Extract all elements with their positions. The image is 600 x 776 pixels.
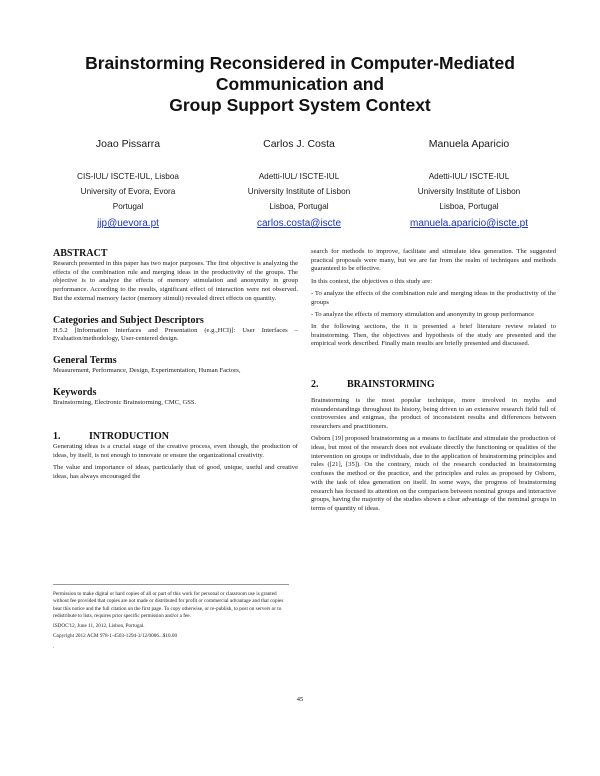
conference-info: ISDOC'12, June 11, 2012, Lisbon, Portugal.	[53, 623, 145, 630]
body-paragraph: In this context, the objectives o this study are:	[311, 277, 433, 285]
section-title: INTRODUCTION	[89, 431, 170, 443]
page-number: 45	[296, 696, 304, 703]
author-affiliation: Adetti-IUL/ ISCTE-IUL	[258, 172, 340, 181]
author-name: Manuela Aparicio	[428, 138, 510, 150]
introduction-paragraph: Generating ideas is a crucial stage of the creative process, even though, the production of ideas, by itself, is not enough to innovate or ensure the organizational creativity.	[53, 443, 298, 460]
section-number: 2.	[311, 379, 319, 391]
permission-notice	[53, 584, 289, 651]
title-line-3: Group Support System Context	[169, 95, 431, 115]
author-block-2	[214, 137, 384, 231]
introduction-heading	[53, 431, 298, 443]
objective-item: - To analyze the effects of memory stimulation and anonymity in group performance	[311, 310, 535, 318]
abstract-text: Research presented in this paper has two major purposes. The first objective is analyzing the effects of the combination rule and merging ideas in the productivity of the groups. The objective is to analyze the effects of memory stimulation and anonymity in group performance. According to the results, significant effect of interaction were not observed. But the external memory factor (memory stimuli) revealed direct effects on quantity.	[53, 260, 298, 302]
title-line-1: Brainstorming Reconsidered in Computer-Mediated	[85, 53, 515, 73]
author-affiliation: Portugal	[112, 202, 144, 211]
paper-title	[40, 53, 560, 116]
brainstorming-heading	[311, 379, 556, 391]
categories-text: H.5.2 [Information Interfaces and Presentation (e.g.,HCI)]: User Interfaces – Evaluation/methodology, User-centered design.	[53, 326, 298, 343]
general-terms-heading: General Terms	[53, 354, 117, 366]
introduction-paragraph: The value and importance of ideas, particularly that of good, unique, useful and creative ideas, has always encouraged the	[53, 464, 298, 480]
permission-text: Permission to make digital or hard copies of all or part of this work for personal or classroom use is granted without fee provided that copies are not made or distributed for profit or commercial advantage and that copies bear this notice and the full citation on the first page. To copy otherwise, or re-publish, to post on servers or to redistribute to lists, requires prior specific permission and/or a fee.	[53, 591, 284, 619]
title-line-2: Communication and	[215, 74, 385, 94]
author-email-link[interactable]: manuela.aparicio@iscte.pt	[410, 218, 528, 229]
author-affiliation: University Institute of Lisbon	[247, 187, 351, 196]
author-affiliation: CIS-IUL/ ISCTE-IUL, Lisboa	[77, 172, 179, 181]
abstract-heading: ABSTRACT	[53, 248, 108, 259]
keywords-heading: Keywords	[53, 386, 97, 398]
author-affiliation: Lisboa, Portugal	[439, 202, 499, 211]
general-terms-text: Measurement, Performance, Design, Experimentation, Human Factors,	[53, 366, 241, 374]
body-paragraph: search for methods to improve, facilitate and stimulate idea generation. The suggested practical proposals were many, but we are far from the realm of techniques and methods guaranteed to be effective.	[311, 248, 556, 273]
author-affiliation: Lisboa, Portugal	[269, 202, 329, 211]
body-paragraph: In the following sections, the it is presented a brief literature review related to brainstorming. Then, the objectives and hypothesis of the study are presented and the empirical work described. Finally main results are briefly presented and discussed.	[311, 322, 556, 348]
objective-item: - To analyze the effects of the combination rule and merging ideas in the productivity of the groups	[311, 289, 556, 306]
trailing-dot: .	[53, 643, 55, 650]
author-name: Joao Pissarra	[95, 138, 161, 150]
keywords-text: Brainstorming, Electronic Brainstorming, CMC, GSS.	[53, 398, 197, 406]
author-affiliation: University Institute of Lisbon	[417, 187, 521, 196]
author-email-link[interactable]: jjp@uevora.pt	[97, 218, 159, 229]
copyright-info: Copyright 2012 ACM 978-1-4503-1294-3/12/0006...$10.00	[53, 633, 178, 640]
author-affiliation: University of Evora, Evora	[80, 187, 176, 196]
categories-heading: Categories and Subject Descriptors	[53, 314, 204, 326]
section-number: 1.	[53, 431, 61, 443]
author-block-1	[43, 137, 213, 231]
right-column	[311, 248, 556, 514]
author-affiliation: Adetti-IUL/ ISCTE-IUL	[428, 172, 510, 181]
left-column	[53, 248, 298, 482]
author-email-link[interactable]: carlos.costa@iscte	[256, 218, 342, 229]
author-block-3	[384, 137, 554, 231]
brainstorming-paragraph: Osborn [19] proposed brainstorming as a means to facilitate and stimulate the production of ideas, but most of the research does not evaluate directly the functioning or qualities of the intervention on groups or individuals, due to the application of brainstorming principles and rules ([21], [35]). On the contrary, much of the research conducted in brainstorming confuses the method or the practice, and the principles and rules as proposed by Osborn, with the task of idea generation on itself. In some ways, the progress of brainstorming research has focused its attention on the comparison between nominal groups and interactive groups, having the majority of the studies shown a clear advantage of the nominal groups in terms of quantity of ideas.	[311, 435, 556, 512]
brainstorming-paragraph: Brainstorming is the most popular technique, more involved in myths and misunderstandings throughout its history, being driven to an extensive research field full of controversies and enigmas, the product of inconsistent results and differences between researchers and practitioners.	[311, 397, 556, 431]
author-name: Carlos J. Costa	[263, 138, 335, 150]
section-title: BRAINSTORMING	[347, 379, 435, 391]
